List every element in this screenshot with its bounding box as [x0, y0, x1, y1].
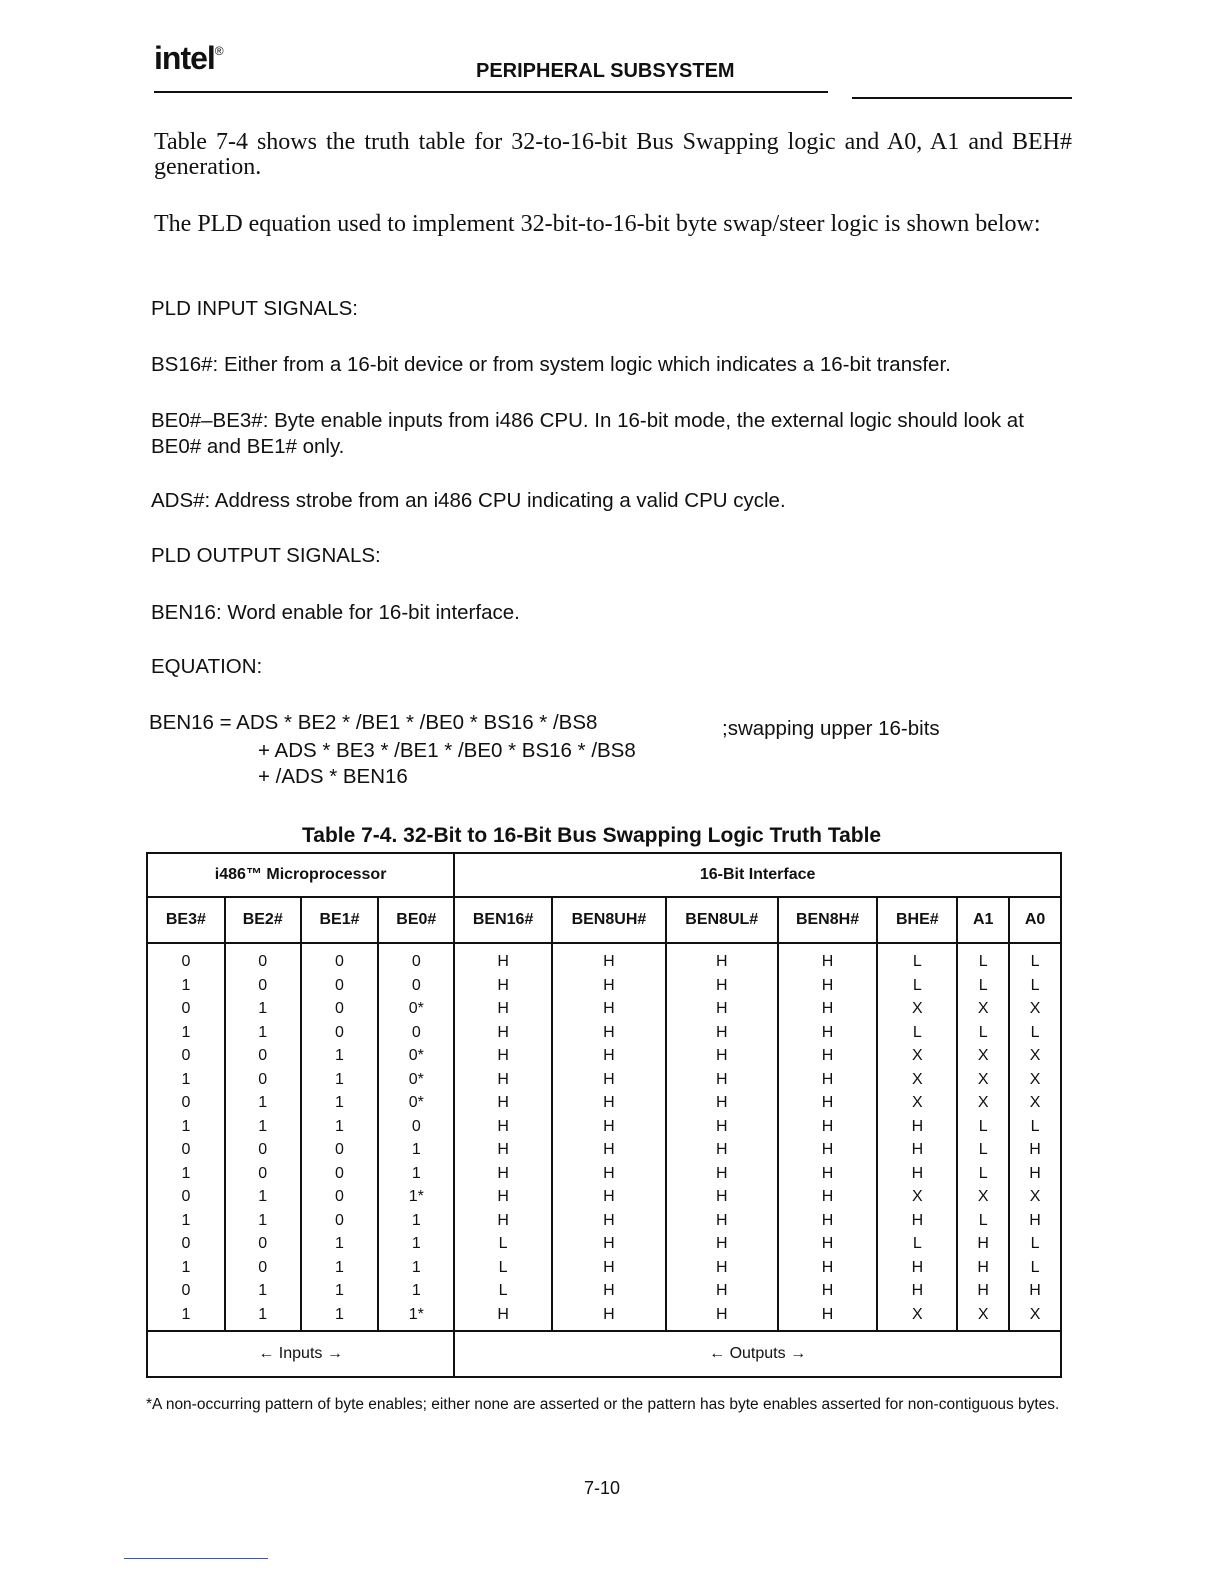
- table-cell: H: [666, 1021, 778, 1045]
- table-cell: X: [1009, 1303, 1061, 1332]
- table-cell: X: [877, 1303, 957, 1332]
- table-cell: 0*: [378, 1091, 454, 1115]
- table-cell: 0*: [378, 1044, 454, 1068]
- table-cell: 1: [225, 1185, 301, 1209]
- table-cell: H: [666, 1256, 778, 1280]
- byte-enable-description: BE0#–BE3#: Byte enable inputs from i486 CPU. In 16-bit mode, the external logic should look at BE0# and BE1# only.: [151, 409, 1024, 458]
- table-cell: H: [778, 1115, 878, 1139]
- table-cell: H: [778, 1209, 878, 1233]
- table-cell: H: [778, 1021, 878, 1045]
- table-cell: X: [877, 1185, 957, 1209]
- table-cell: H: [552, 1021, 666, 1045]
- table-title: Table 7-4. 32-Bit to 16-Bit Bus Swapping Logic Truth Table: [302, 824, 882, 847]
- table-cell: H: [1009, 1279, 1061, 1303]
- table-cell: H: [552, 1044, 666, 1068]
- table-cell: H: [778, 1279, 878, 1303]
- table-cell: H: [957, 1256, 1009, 1280]
- table-cell: 1: [225, 1021, 301, 1045]
- page-number: 7-10: [584, 1478, 621, 1498]
- equation-heading: EQUATION:: [151, 655, 263, 678]
- table-cell: H: [552, 1162, 666, 1186]
- column-header: BEN8UH#: [552, 897, 666, 943]
- table-cell: 1: [301, 1115, 379, 1139]
- table-row: [147, 1279, 1061, 1303]
- table-cell: H: [877, 1138, 957, 1162]
- table-cell: X: [1009, 1185, 1061, 1209]
- table-cell: H: [454, 1021, 552, 1045]
- table-cell: 0: [378, 1021, 454, 1045]
- table-row: [147, 1091, 1061, 1115]
- table-cell: L: [957, 1138, 1009, 1162]
- output-signals-heading: PLD OUTPUT SIGNALS:: [151, 544, 381, 567]
- table-cell: L: [957, 1162, 1009, 1186]
- inputs-label: ← Inputs →: [147, 1331, 454, 1377]
- table-cell: X: [877, 1044, 957, 1068]
- table-cell: H: [454, 1303, 552, 1332]
- table-cell: 1: [147, 1021, 225, 1045]
- table-cell: 1: [378, 1162, 454, 1186]
- table-row: [147, 997, 1061, 1021]
- table-cell: 0: [225, 1068, 301, 1092]
- table-cell: H: [778, 1068, 878, 1092]
- table-cell: H: [454, 1185, 552, 1209]
- table-cell: H: [666, 1209, 778, 1233]
- table-cell: H: [666, 1138, 778, 1162]
- table-cell: 0: [225, 1232, 301, 1256]
- table-cell: H: [778, 1138, 878, 1162]
- table-cell: H: [778, 1044, 878, 1068]
- table-cell: X: [877, 997, 957, 1021]
- table-cell: H: [552, 1279, 666, 1303]
- table-cell: H: [877, 1209, 957, 1233]
- table-cell: X: [957, 1303, 1009, 1332]
- table-cell: H: [666, 1091, 778, 1115]
- table-cell: 0: [225, 1044, 301, 1068]
- table-cell: 1: [225, 997, 301, 1021]
- table-cell: L: [1009, 1115, 1061, 1139]
- table-row: [147, 1185, 1061, 1209]
- table-cell: H: [1009, 1162, 1061, 1186]
- outputs-label: ← Outputs →: [454, 1331, 1061, 1377]
- table-cell: H: [1009, 1138, 1061, 1162]
- table-cell: 1: [225, 1091, 301, 1115]
- table-footer-row: [147, 1331, 1061, 1377]
- table-cell: 1: [378, 1279, 454, 1303]
- table-cell: 1: [301, 1068, 379, 1092]
- table-cell: L: [957, 1021, 1009, 1045]
- table-cell: H: [552, 1138, 666, 1162]
- table-row: [147, 943, 1061, 974]
- table-cell: L: [454, 1279, 552, 1303]
- table-cell: H: [877, 1256, 957, 1280]
- table-cell: 1: [378, 1256, 454, 1280]
- page-header-title: PERIPHERAL SUBSYSTEM: [476, 60, 735, 82]
- table-cell: 0: [225, 1162, 301, 1186]
- table-cell: 1: [147, 1162, 225, 1186]
- logo-text: intel: [154, 40, 215, 76]
- table-cell: 1: [225, 1303, 301, 1332]
- column-header: BE2#: [225, 897, 301, 943]
- table-cell: 0: [147, 1044, 225, 1068]
- table-row: [147, 1138, 1061, 1162]
- table-body: [147, 943, 1061, 1331]
- table-cell: 0: [301, 974, 379, 998]
- table-cell: H: [454, 1209, 552, 1233]
- table-cell: X: [877, 1068, 957, 1092]
- table-cell: 0: [301, 943, 379, 974]
- table-cell: 1: [301, 1044, 379, 1068]
- table-cell: H: [666, 1044, 778, 1068]
- table-cell: H: [454, 1162, 552, 1186]
- column-header: BE0#: [378, 897, 454, 943]
- table-cell: 1: [301, 1256, 379, 1280]
- table-cell: H: [877, 1162, 957, 1186]
- table-cell: H: [454, 1044, 552, 1068]
- table-cell: X: [1009, 1044, 1061, 1068]
- column-header: BEN8H#: [778, 897, 878, 943]
- table-cell: 1: [301, 1303, 379, 1332]
- table-cell: H: [666, 1162, 778, 1186]
- table-cell: X: [957, 1091, 1009, 1115]
- table-cell: 1: [301, 1279, 379, 1303]
- table-cell: 0: [378, 943, 454, 974]
- table-cell: H: [666, 943, 778, 974]
- table-cell: 0: [378, 974, 454, 998]
- table-row: [147, 1115, 1061, 1139]
- table-cell: H: [454, 1115, 552, 1139]
- table-cell: H: [666, 1068, 778, 1092]
- table-row: [147, 1209, 1061, 1233]
- table-cell: H: [778, 997, 878, 1021]
- table-cell: L: [877, 943, 957, 974]
- table-cell: H: [454, 974, 552, 998]
- table-cell: H: [666, 974, 778, 998]
- table-group-header-row: [147, 853, 1061, 897]
- table-cell: H: [552, 1303, 666, 1332]
- table-cell: H: [552, 1185, 666, 1209]
- table-cell: 1: [301, 1232, 379, 1256]
- table-cell: 1: [147, 974, 225, 998]
- table-cell: H: [454, 1068, 552, 1092]
- table-cell: 1: [378, 1232, 454, 1256]
- table-cell: H: [666, 1185, 778, 1209]
- table-cell: 1*: [378, 1303, 454, 1332]
- column-header: A1: [957, 897, 1009, 943]
- table-cell: L: [957, 1209, 1009, 1233]
- ads-description: ADS#: Address strobe from an i486 CPU indicating a valid CPU cycle.: [151, 489, 786, 512]
- table-cell: X: [1009, 1068, 1061, 1092]
- table-cell: X: [957, 1068, 1009, 1092]
- intel-logo: [154, 40, 223, 77]
- table-cell: X: [957, 1044, 1009, 1068]
- table-cell: L: [877, 1232, 957, 1256]
- table-cell: 1: [147, 1209, 225, 1233]
- table-cell: H: [666, 1279, 778, 1303]
- table-cell: 1: [225, 1115, 301, 1139]
- table-cell: 1: [147, 1303, 225, 1332]
- table-cell: H: [552, 1209, 666, 1233]
- table-cell: L: [957, 1115, 1009, 1139]
- registered-mark: ®: [214, 44, 223, 58]
- table-cell: H: [454, 997, 552, 1021]
- table-cell: H: [778, 943, 878, 974]
- table-cell: H: [552, 943, 666, 974]
- table-cell: L: [1009, 974, 1061, 998]
- table-cell: 0: [147, 1185, 225, 1209]
- table-cell: 1: [378, 1209, 454, 1233]
- table-cell: H: [552, 974, 666, 998]
- table-cell: H: [666, 1115, 778, 1139]
- table-cell: L: [957, 974, 1009, 998]
- table-cell: H: [778, 1162, 878, 1186]
- table-cell: H: [552, 1068, 666, 1092]
- table-cell: 0: [301, 1021, 379, 1045]
- table-cell: 0: [301, 997, 379, 1021]
- table-cell: 0: [225, 1256, 301, 1280]
- table-cell: 0: [301, 1138, 379, 1162]
- table-cell: 0: [378, 1115, 454, 1139]
- table-row: [147, 1232, 1061, 1256]
- table-cell: X: [1009, 1091, 1061, 1115]
- table-cell: H: [1009, 1209, 1061, 1233]
- table-cell: 1: [378, 1138, 454, 1162]
- table-cell: 0: [225, 943, 301, 974]
- table-cell: H: [454, 1138, 552, 1162]
- table-row: [147, 1044, 1061, 1068]
- table-cell: H: [454, 943, 552, 974]
- table-cell: X: [877, 1091, 957, 1115]
- table-cell: H: [778, 1232, 878, 1256]
- table-cell: 0: [147, 1091, 225, 1115]
- table-cell: H: [552, 1115, 666, 1139]
- table-cell: H: [552, 997, 666, 1021]
- table-cell: 1: [225, 1279, 301, 1303]
- table-cell: L: [957, 943, 1009, 974]
- ben16-description: BEN16: Word enable for 16-bit interface.: [151, 601, 520, 624]
- table-cell: 1: [147, 1256, 225, 1280]
- table-cell: 0: [147, 1232, 225, 1256]
- table-cell: H: [552, 1256, 666, 1280]
- table-row: [147, 1021, 1061, 1045]
- equation-line-1: BEN16 = ADS * BE2 * /BE1 * /BE0 * BS16 * /BS8: [149, 711, 598, 734]
- table-cell: H: [552, 1232, 666, 1256]
- table-cell: 1*: [378, 1185, 454, 1209]
- column-header: A0: [1009, 897, 1061, 943]
- table-cell: X: [1009, 997, 1061, 1021]
- table-cell: 0: [147, 943, 225, 974]
- table-column-header-row: [147, 897, 1061, 943]
- table-cell: H: [778, 974, 878, 998]
- table-cell: L: [1009, 1021, 1061, 1045]
- table-cell: L: [454, 1256, 552, 1280]
- table-cell: L: [877, 974, 957, 998]
- table-cell: X: [957, 997, 1009, 1021]
- table-cell: L: [1009, 943, 1061, 974]
- group-header-16bit-interface: 16-Bit Interface: [454, 853, 1061, 897]
- table-cell: H: [552, 1091, 666, 1115]
- column-header: BHE#: [877, 897, 957, 943]
- table-cell: H: [877, 1279, 957, 1303]
- table-cell: L: [1009, 1232, 1061, 1256]
- group-header-microprocessor: i486™ Microprocessor: [147, 853, 454, 897]
- table-cell: 0*: [378, 1068, 454, 1092]
- table-row: [147, 1162, 1061, 1186]
- intro-paragraph-2: The PLD equation used to implement 32-bit-to-16-bit byte swap/steer logic is shown below:: [154, 211, 1041, 237]
- table-cell: H: [957, 1232, 1009, 1256]
- table-cell: H: [778, 1303, 878, 1332]
- table-row: [147, 974, 1061, 998]
- table-cell: 0: [147, 1138, 225, 1162]
- table-cell: H: [454, 1091, 552, 1115]
- table-row: [147, 1256, 1061, 1280]
- table-cell: 0*: [378, 997, 454, 1021]
- table-footnote: *A non-occurring pattern of byte enables; either none are asserted or the pattern has byte enables asserted for non-contiguous bytes.: [146, 1396, 1060, 1413]
- column-header: BEN8UL#: [666, 897, 778, 943]
- table-cell: 1: [301, 1091, 379, 1115]
- table-cell: 0: [301, 1185, 379, 1209]
- table-cell: 0: [301, 1162, 379, 1186]
- column-header: BE3#: [147, 897, 225, 943]
- table-cell: 0: [147, 1279, 225, 1303]
- input-signals-heading: PLD INPUT SIGNALS:: [151, 297, 358, 320]
- table-cell: H: [778, 1256, 878, 1280]
- table-cell: 1: [147, 1115, 225, 1139]
- intro-paragraph-1: Table 7-4 shows the truth table for 32-to-16-bit Bus Swapping logic and A0, A1 and BEH# generation.: [154, 129, 1072, 180]
- table-cell: 0: [147, 997, 225, 1021]
- table-cell: 0: [225, 1138, 301, 1162]
- table-cell: 0: [301, 1209, 379, 1233]
- table-cell: H: [666, 1303, 778, 1332]
- table-cell: X: [957, 1185, 1009, 1209]
- table-cell: L: [1009, 1256, 1061, 1280]
- table-cell: H: [778, 1185, 878, 1209]
- table-cell: 1: [225, 1209, 301, 1233]
- equation-line-2: + ADS * BE3 * /BE1 * /BE0 * BS16 * /BS8: [258, 739, 636, 762]
- table-cell: H: [957, 1279, 1009, 1303]
- equation-line-3: + /ADS * BEN16: [258, 765, 408, 788]
- bs16-description: BS16#: Either from a 16-bit device or from system logic which indicates a 16-bit transfer.: [151, 353, 951, 376]
- table-cell: H: [877, 1115, 957, 1139]
- table-cell: L: [877, 1021, 957, 1045]
- table-cell: L: [454, 1232, 552, 1256]
- bottom-rule: [124, 1558, 268, 1559]
- table-cell: H: [666, 997, 778, 1021]
- table-row: [147, 1068, 1061, 1092]
- table-cell: H: [778, 1091, 878, 1115]
- table-cell: 1: [147, 1068, 225, 1092]
- table-cell: 0: [225, 974, 301, 998]
- truth-table: [146, 852, 1062, 1378]
- column-header: BEN16#: [454, 897, 552, 943]
- column-header: BE1#: [301, 897, 379, 943]
- table-cell: H: [666, 1232, 778, 1256]
- header-rule-left: [154, 91, 828, 93]
- equation-comment: ;swapping upper 16-bits: [722, 717, 940, 740]
- table-row: [147, 1303, 1061, 1332]
- header-rule-right: [852, 97, 1072, 99]
